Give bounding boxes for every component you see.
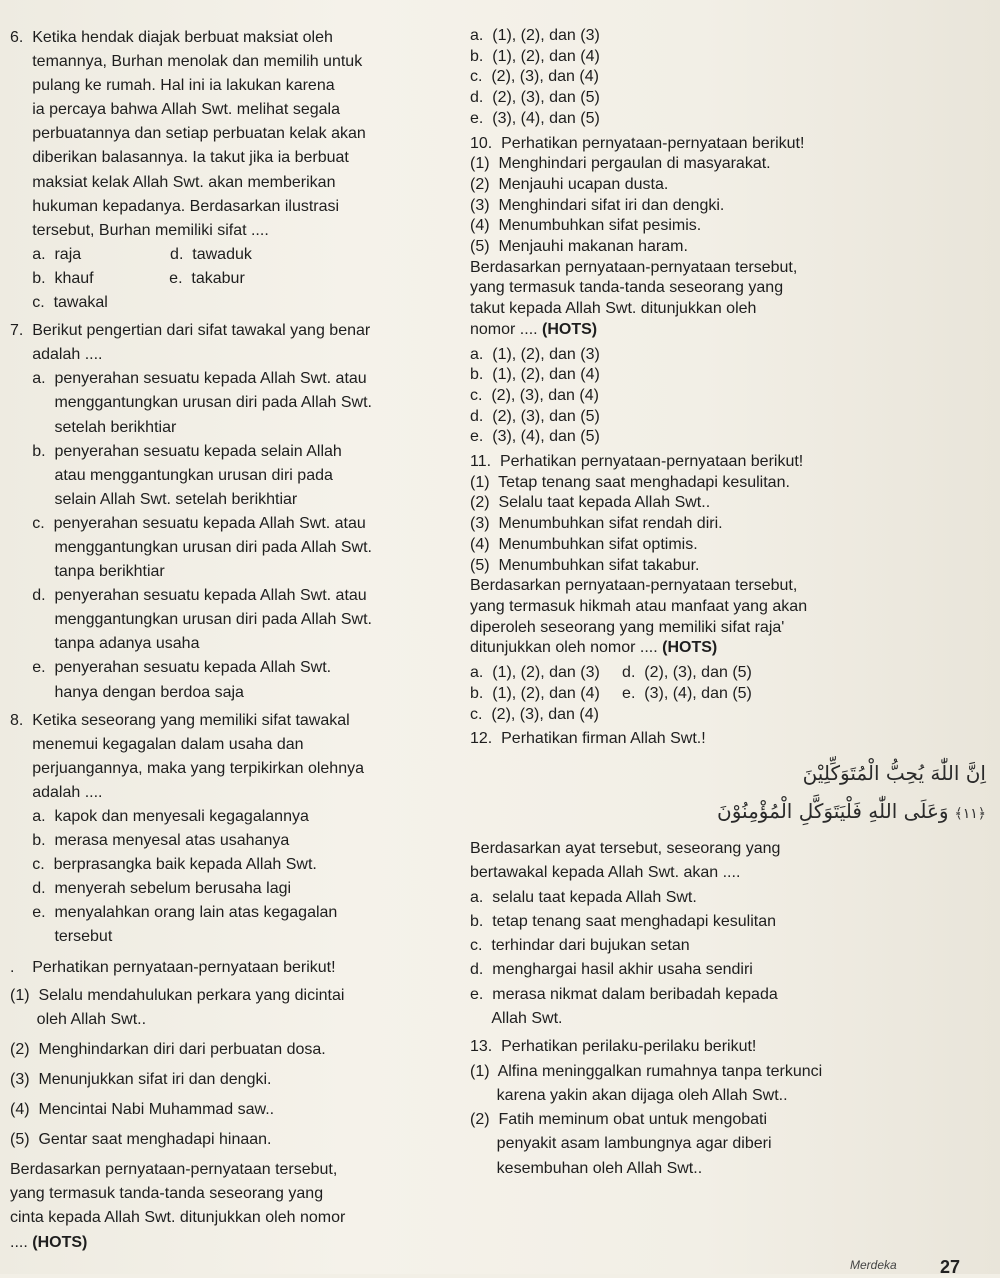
quran-verse-line-2: ﴿١١﴾وَعَلَى اللّٰهِ فَلْيَتَوَكَّلِ الْمُؤْمِنُوْنَ <box>717 798 986 823</box>
left-line: maksiat kelak Allah Swt. akan memberikan <box>10 173 336 191</box>
right2-line: kesembuhan oleh Allah Swt.. <box>470 1159 703 1177</box>
left-line: (5) Gentar saat menghadapi hinaan. <box>10 1131 272 1149</box>
left-line: tanpa adanya usaha <box>10 635 200 653</box>
left-line: a. raja d. tawaduk <box>10 245 252 263</box>
left-line: diberikan balasannya. Ia takut jika ia berbuat <box>10 149 349 167</box>
left-line: e. penyerahan sesuatu kepada Allah Swt. <box>10 659 332 677</box>
left-line: perbuatannya dan setiap perbuatan kelak akan <box>10 125 366 143</box>
right-line: a. (1), (2), dan (3) d. (2), (3), dan (5) <box>470 664 752 682</box>
left-line: selain Allah Swt. setelah berikhtiar <box>10 490 298 508</box>
left-line: tersebut, Burhan memiliki sifat .... <box>10 221 269 239</box>
right2-line: bertawakal kepada Allah Swt. akan .... <box>470 864 741 882</box>
left-line: d. penyerahan sesuatu kepada Allah Swt. atau <box>10 587 367 605</box>
page-number: 27 <box>939 1257 960 1277</box>
left-line: tanpa berikhtiar <box>10 563 165 581</box>
right2-line: d. menghargai hasil akhir usaha sendiri <box>470 961 753 979</box>
left-line: yang termasuk tanda-tanda seseorang yang <box>10 1185 324 1203</box>
right2-line: a. selalu taat kepada Allah Swt. <box>470 888 697 906</box>
right-column-bottom <box>470 837 990 1181</box>
right-line: diperoleh seseorang yang memiliki sifat raja' <box>470 618 785 636</box>
right2-line: Berdasarkan ayat tersebut, seseorang yang <box>470 839 781 857</box>
right-line: (3) Menghindari sifat iri dan dengki. <box>470 196 725 214</box>
right2-line: Allah Swt. <box>470 1009 563 1027</box>
ayah-number-marker: ﴿١١﴾ <box>954 805 986 822</box>
right2-line: (1) Alfina meninggalkan rumahnya tanpa terkunci <box>470 1062 823 1080</box>
left-line: .... (HOTS) <box>10 1233 88 1251</box>
left-line: a. kapok dan menyesali kegagalannya <box>10 808 309 825</box>
left-line: (3) Menunjukkan sifat iri dan dengki. <box>10 1070 272 1088</box>
left-line: b. khauf e. takabur <box>10 269 245 287</box>
right-line: (4) Menumbuhkan sifat optimis. <box>470 535 698 553</box>
left-line: adalah .... <box>10 783 103 801</box>
left-line: atau menggantungkan urusan diri pada <box>10 466 333 484</box>
left-line: e. menyalahkan orang lain atas kegagalan <box>10 904 338 922</box>
right2-line: c. terhindar dari bujukan setan <box>470 937 690 955</box>
right2-line: b. tetap tenang saat menghadapi kesulitan <box>470 912 776 930</box>
quran-verse <box>470 754 990 833</box>
right2-line: karena yakin akan dijaga oleh Allah Swt.. <box>470 1086 788 1104</box>
left-line: perjuangannya, maka yang terpikirkan olehnya <box>10 759 364 777</box>
right-line: takut kepada Allah Swt. ditunjukkan oleh <box>470 300 757 318</box>
right-line: d. (2), (3), dan (5) <box>470 407 600 425</box>
right-line: (1) Tetap tenang saat menghadapi kesulitan. <box>470 473 790 491</box>
hots-label: (HOTS) <box>32 1233 88 1251</box>
right-line: (1) Menghindari pergaulan di masyarakat. <box>470 155 771 173</box>
left-line: a. penyerahan sesuatu kepada Allah Swt. atau <box>10 370 367 388</box>
left-line: 7. Berikut pengertian dari sifat tawakal yang benar <box>10 322 371 340</box>
left-line: b. penyerahan sesuatu kepada selain Allah <box>10 442 342 460</box>
left-line: tersebut <box>10 928 113 946</box>
right-line: ditunjukkan oleh nomor .... (HOTS) <box>470 639 718 657</box>
left-line: temannya, Burhan menolak dan memilih untuk <box>10 53 363 71</box>
left-line: (4) Mencintai Nabi Muhammad saw.. <box>10 1101 275 1119</box>
left-line: menggantungkan urusan diri pada Allah Swt. <box>10 394 372 412</box>
right-line: b. (1), (2), dan (4) <box>470 47 600 65</box>
hots-label: (HOTS) <box>542 320 598 338</box>
right-line: e. (3), (4), dan (5) <box>470 109 600 127</box>
right-line: yang termasuk tanda-tanda seseorang yang <box>470 279 784 297</box>
right-line: 10. Perhatikan pernyataan-pernyataan berikut! <box>470 134 805 152</box>
left-line: pulang ke rumah. Hal ini ia lakukan karena <box>10 77 335 95</box>
right-line: yang termasuk hikmah atau manfaat yang akan <box>470 597 808 615</box>
right-line: (4) Menumbuhkan sifat pesimis. <box>470 217 702 235</box>
right-line: c. (2), (3), dan (4) <box>470 386 599 404</box>
right-line: c. (2), (3), dan (4) <box>470 705 599 723</box>
right-line: e. (3), (4), dan (5) <box>470 428 600 446</box>
left-line: hukuman kepadanya. Berdasarkan ilustrasi <box>10 197 340 215</box>
right-line: (2) Selalu taat kepada Allah Swt.. <box>470 494 711 512</box>
left-line: 6. Ketika hendak diajak berbuat maksiat oleh <box>10 29 333 46</box>
right-line: (5) Menumbuhkan sifat takabur. <box>470 556 700 574</box>
left-line: . Perhatikan pernyataan-pernyataan berikut! <box>10 958 336 976</box>
right-line: a. (1), (2), dan (3) <box>470 345 600 363</box>
right-column <box>470 26 990 1181</box>
left-line: c. berprasangka baik kepada Allah Swt. <box>10 856 317 874</box>
quran-verse-line-1: اِنَّ اللّٰهَ يُحِبُّ الْمُتَوَكِّلِيْنَ <box>802 760 986 785</box>
right-line: (3) Menumbuhkan sifat rendah diri. <box>470 515 723 533</box>
right-line: b. (1), (2), dan (4) <box>470 366 600 384</box>
right-line: a. (1), (2), dan (3) <box>470 27 600 44</box>
left-line: cinta kepada Allah Swt. ditunjukkan oleh nomor <box>10 1209 346 1227</box>
right-line: 12. Perhatikan firman Allah Swt.! <box>470 730 706 748</box>
page-footer <box>850 1252 960 1277</box>
left-line: d. menyerah sebelum berusaha lagi <box>10 880 292 898</box>
right-line: nomor .... (HOTS) <box>470 320 598 338</box>
right-line: (2) Menjauhi ucapan dusta. <box>470 175 669 193</box>
right-line: c. (2), (3), dan (4) <box>470 68 599 86</box>
left-line: setelah berikhtiar <box>10 418 177 436</box>
right-line: Berdasarkan pernyataan-pernyataan tersebut, <box>470 258 798 276</box>
right2-line: 13. Perhatikan perilaku-perilaku berikut! <box>470 1038 757 1056</box>
right2-line: (2) Fatih meminum obat untuk mengobati <box>470 1111 768 1129</box>
left-line: c. tawakal <box>10 294 108 312</box>
left-line: c. penyerahan sesuatu kepada Allah Swt. atau <box>10 514 366 532</box>
right2-line: penyakit asam lambungnya agar diberi <box>470 1135 772 1153</box>
left-line: menggantungkan urusan diri pada Allah Swt. <box>10 538 372 556</box>
left-line: Berdasarkan pernyataan-pernyataan tersebut, <box>10 1161 338 1179</box>
hots-label: (HOTS) <box>662 639 718 657</box>
right-line: Berdasarkan pernyataan-pernyataan tersebut, <box>470 577 798 595</box>
left-column <box>10 26 450 1255</box>
left-line: (1) Selalu mendahulukan perkara yang dicintai <box>10 986 345 1004</box>
right-line: 11. Perhatikan pernyataan-pernyataan berikut! <box>470 453 804 471</box>
left-line: oleh Allah Swt.. <box>10 1010 147 1028</box>
right-column-top <box>470 26 990 750</box>
footer-label: Merdeka <box>850 1258 897 1272</box>
left-line: 8. Ketika seseorang yang memiliki sifat tawakal <box>10 711 350 729</box>
left-line: menggantungkan urusan diri pada Allah Swt. <box>10 611 372 629</box>
left-line: adalah .... <box>10 346 103 364</box>
right2-line: e. merasa nikmat dalam beribadah kepada <box>470 985 778 1003</box>
left-line: b. merasa menyesal atas usahanya <box>10 832 290 850</box>
right-line: d. (2), (3), dan (5) <box>470 89 600 107</box>
left-line: (2) Menghindarkan diri dari perbuatan dosa. <box>10 1040 326 1058</box>
right-line: (5) Menjauhi makanan haram. <box>470 238 688 256</box>
right-line: b. (1), (2), dan (4) e. (3), (4), dan (5) <box>470 684 752 702</box>
left-line: ia percaya bahwa Allah Swt. melihat segala <box>10 101 340 119</box>
left-line: menemui kegagalan dalam usaha dan <box>10 735 304 753</box>
left-line: hanya dengan berdoa saja <box>10 683 244 701</box>
